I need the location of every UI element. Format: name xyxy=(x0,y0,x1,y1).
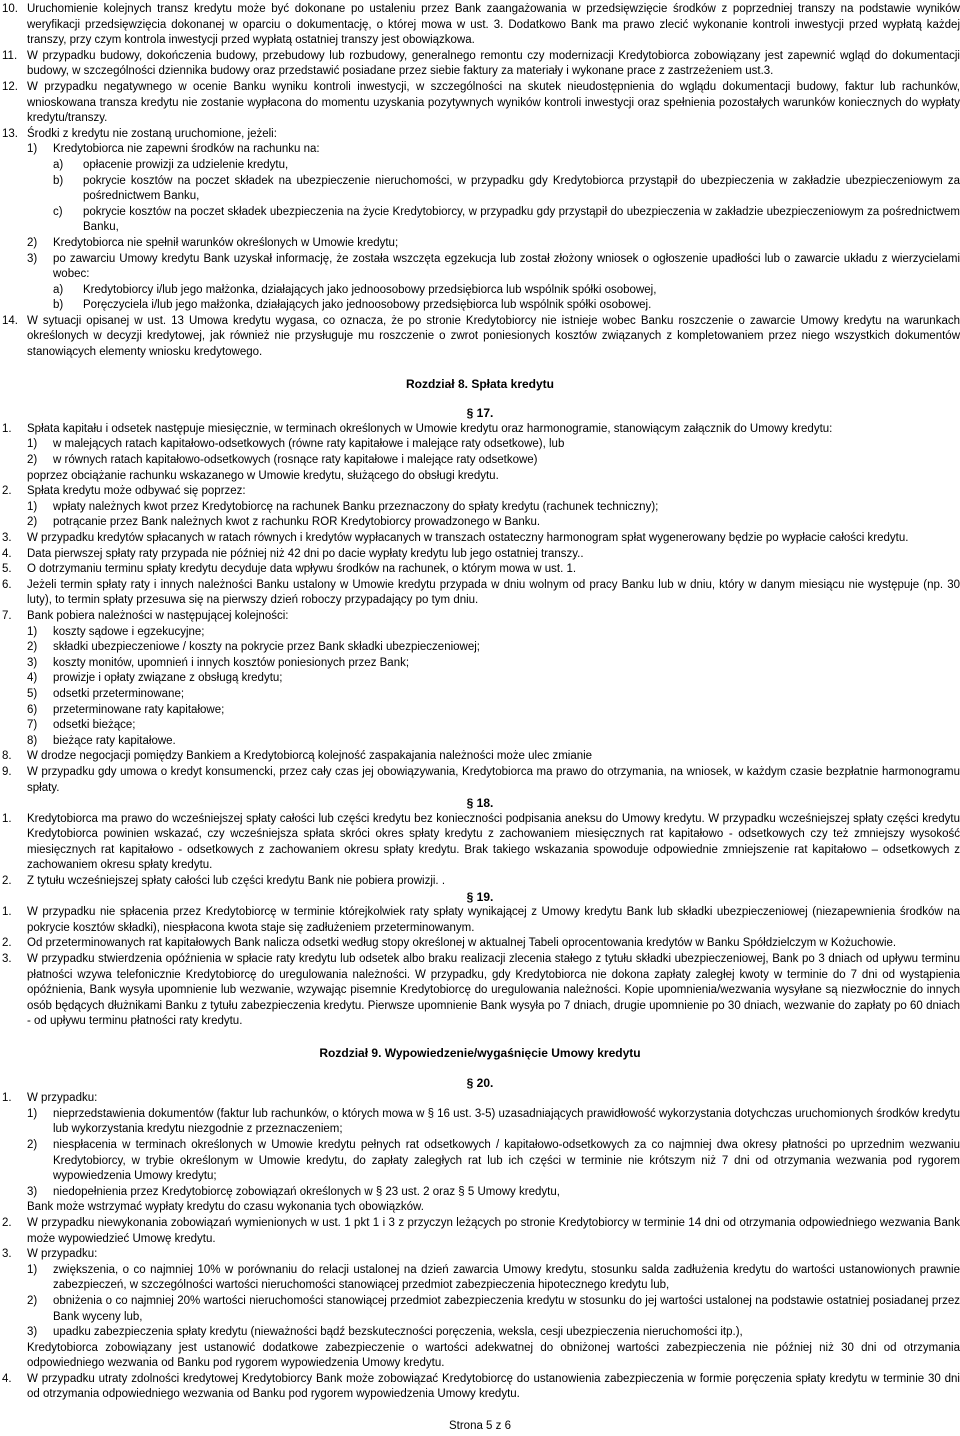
paragraph-18-heading: § 18. xyxy=(466,796,494,811)
list-item: 8. W drodze negocjacji pomiędzy Bankiem a Kredytobiorcą kolejność zaspakajania należności może ulec zmianie xyxy=(2,750,593,763)
sub-item: 1) Kredytobiorca nie zapewni środków na rachunku na: xyxy=(27,143,320,156)
sub-sub-item: c) pokrycie kosztów na poczet składek ubezpieczenia na życie Kredytobiorcy, w przypadku gdy przystąpił do ubezpieczenia w zakładzie ubezpieczeniowym za pośrednictwem Banku, xyxy=(53,205,960,234)
list-item: 3. W przypadku: xyxy=(2,1248,98,1261)
list-item: 6. Jeżeli termin spłaty raty i innych należności Banku ustalony w Umowie kredytu przypada w dniu wolnym od pracy Banku lub w dniu, który w danym miesiącu nie występuje (np. 30 luty), to termin spłaty przesuwa się na pierwszy dzień roboczy przypadający po tym dniu. xyxy=(2,578,960,607)
list-item: 9. W przypadku gdy umowa o kredyt konsumencki, przez cały czas jej obowiązywania, Kredytobiorca ma prawo do otrzymania, na wniosek, w każdym czasie bezpłatnie harmonogramu spłaty. xyxy=(2,765,960,794)
sub-sub-item: b) pokrycie kosztów na poczet składek na ubezpieczenie nieruchomości, w przypadku gdy Kredytobiorca przystąpił do ubezpieczenia w zakładzie ubezpieczeniowym za pośrednictwem Banku, xyxy=(53,174,960,203)
sub-sub-item: a) opłacenie prowizji za udzielenie kredytu, xyxy=(53,158,289,171)
chapter-8-title: Rozdział 8. Spłata kredytu xyxy=(405,376,555,391)
sub-item: 2) obniżenia o co najmniej 20% wartości nieruchomości stanowiącej przedmiot zabezpieczenia kredytu w stosunku do jej wartości ustalonej na podstawie ostatniej posiadanej przez Bank wyceny lub, xyxy=(27,1294,960,1323)
paragraph-20-heading: § 20. xyxy=(466,1075,494,1090)
list-item: 14. W sytuacji opisanej w ust. 13 Umowa kredytu wygasa, co oznacza, że po stronie Kredytobiorcy nie istnieje wobec Banku roszczenie o zawarcie Umowy kredytu na warunkach określonych w decyzji kredytowej, jak również nie przysługuje mu roszczenie o zwrot poniesionych kosztów związanych z kompletowaniem przez niego wszystkich dokumentów stanowiących elementy wniosku kredytowego. xyxy=(2,314,960,359)
section-sign-icon: § xyxy=(466,796,477,811)
sub-item: 2) składki ubezpieczeniowe / koszty na pokrycie przez Bank składki ubezpieczeniowej; xyxy=(27,641,480,654)
sub-item: 2) w równych ratach kapitałowo-odsetkowych (rosnące raty kapitałowe i malejące raty odsetkowe) xyxy=(27,454,538,467)
list-item: 4. W przypadku utraty zdolności kredytowej Kredytobiorcy Bank może zobowiązać Kredytobiorcę do ustanowienia zabezpieczenia w formie poręczenia spłaty kredytu w terminie 30 dni od otrzymania odpowiedniego wezwania od Banku pod rygorem wypowiedzenia Umowy kredytu. xyxy=(2,1372,960,1401)
paragraph-17-heading: § 17. xyxy=(466,406,494,421)
list-item: 10. Uruchomienie kolejnych transz kredytu może być dokonane po ustaleniu przez Bank zaangażowania w przedsięwzięcie środków z poprzedniej transzy na podstawie wyników weryfikacji przedsięwzięcia dokonanej w oparciu o dokumentację, o której mowa w ust. 3. Dodatkowo Bank ma prawo zlecić wykonanie kontroli inwestycji przed wypłatą każdej transzy, przy czym kontrola inwestycji przed wypłatą ostatniej transzy jest obowiązkowa. xyxy=(2,3,960,47)
section-sign-icon: § xyxy=(466,1075,477,1090)
sub-item: 3) niedopełnienia przez Kredytobiorcę zobowiązań określonych w § 23 ust. 2 oraz § 5 Umowy kredytu, xyxy=(27,1185,560,1198)
list-item: 5. O dotrzymaniu terminu spłaty kredytu decyduje data wpływu środków na rachunek, o którym mowa w ust. 1. xyxy=(2,563,577,576)
list-item: 1. W przypadku: xyxy=(2,1092,98,1105)
list-item: 1. Spłata kapitału i odsetek następuje miesięcznie, w terminach określonych w Umowie kredytu oraz harmonogramie, stanowiącym załącznik do Umowy kredytu: xyxy=(2,422,833,435)
chapter-9-title: Rozdział 9. Wypowiedzenie/wygaśnięcie Umowy kredytu xyxy=(319,1046,641,1060)
sub-item: 1) koszty sądowe i egzekucyjne; xyxy=(27,625,205,638)
list-item: 4. Data pierwszej spłaty raty przypada nie później niż 42 dni po dacie wypłaty kredytu lub jego ostatniej transzy.. xyxy=(2,547,584,560)
list-item: 1. Kredytobiorca ma prawo do wcześniejszej spłaty całości lub części kredytu bez konieczności podpisania aneksu do Umowy kredytu. W przypadku wcześniejszej spłaty części kredytu Kredytobiorca powinien wskazać, czy wcześniejsza spłata skróci okres spłaty kredytu z zachowaniem miesięcznych rat kapitałowo - odsetkowych czy też zmniejszy wysokość miesięcznych rat kapitałowo - odsetkowych z zachowaniem okresu spłaty kredytu. Brak takiego wskazania spowoduje odpowiednie zmniejszenie rat kapitałowo – odsetkowych z zachowaniem okresu spłaty kredytu. xyxy=(2,812,960,872)
sub-item: 3) po zawarciu Umowy kredytu Bank uzyskał informację, że została wszczęta egzekucja lub został złożony wniosek o ogłoszenie upadłości lub o zawarcie układu z wierzycielami wobec: xyxy=(27,252,960,281)
sub-item: 2) Kredytobiorca nie spełnił warunków określonych w Umowie kredytu; xyxy=(27,236,399,249)
sub-item: 2) niespłacenia w terminach określonych w Umowie kredytu pełnych rat odsetkowych / kapitałowo-odsetkowych za co najmniej dwa okresy płatności po uprzednim wezwaniu Kredytobiorcy, w trybie określonym w Umowie kredytu, do zapłaty zaległych rat lub ich części w terminie nie krótszym niż 7 dni od otrzymania wezwania pod rygorem wypowiedzenia Umowy kredytu; xyxy=(27,1138,960,1183)
document-page xyxy=(0,2,960,1403)
page-number: Strona 5 z 6 xyxy=(448,1420,511,1432)
list-item: 2. Z tytułu wcześniejszej spłaty całości lub części kredytu Bank nie pobiera prowizji. . xyxy=(2,875,446,888)
sub-sub-item: b) Poręczyciela i/lub jego małżonka, działających jako jednoosobowy przedsiębiorca lub wspólnik spółki osobowej. xyxy=(53,299,652,312)
list-item-tail: Bank może wstrzymać wypłaty kredytu do czasu wykonania tych obowiązków. xyxy=(27,1201,424,1214)
list-item: 2. Spłata kredytu może odbywać się poprzez: xyxy=(2,485,246,498)
chapter-7-tail xyxy=(0,2,960,361)
list-item-tail: Kredytobiorca zobowiązany jest ustanowić dodatkowe zabezpieczenie o wartości adekwatnej do obniżonej wartości zabezpieczenia nie później niż 30 dni od otrzymania odpowiedniego wezwania od Banku pod rygorem wypowiedzenia Umowy kredytu. xyxy=(27,1341,960,1370)
list-item-tail: poprzez obciążanie rachunku wskazanego w Umowie kredytu, służącego do obsługi kredytu. xyxy=(27,469,499,482)
sub-sub-item: a) Kredytobiorcy i/lub jego małżonka, działających jako jednoosobowy przedsiębiorca lub wspólnik spółki osobowej, xyxy=(53,283,657,296)
list-item: 11. W przypadku budowy, dokończenia budowy, przebudowy lub rozbudowy, generalnego remontu czy modernizacji Kredytobiorca zobowiązany jest zapewnić wgląd do dokumentacji budowy, w szczególności dziennika budowy oraz przedstawić posiadane przez siebie faktury za materiały i wykonane prace z zastrzeżeniem ust.3. xyxy=(2,49,960,78)
sub-item: 1) wpłaty należnych kwot przez Kredytobiorcę na rachunek Banku przeznaczony do spłaty kredytu (rachunek techniczny); xyxy=(27,500,659,513)
sub-item: 1) nieprzedstawienia dokumentów (faktur lub rachunków, o których mowa w § 16 ust. 3-5) uzasadniających prawidłowość wykorzystania dotychczas uruchomionych środków kredytu lub wykorzystania kredytu niezgodnie z przeznaczeniem; xyxy=(27,1107,960,1136)
list-item: 2. Od przeterminowanych rat kapitałowych Bank nalicza odsetki według stopy określonej w aktualnej Tabeli oprocentowania kredytów w Banku Spółdzielczym w Kożuchowie. xyxy=(2,937,897,950)
sub-item: 3) upadku zabezpieczenia spłaty kredytu (nieważności bądź bezskuteczności poręczenia, weksla, cesji ubezpieczenia nieruchomości itp.), xyxy=(27,1326,743,1339)
sub-item: 5) odsetki przeterminowane; xyxy=(27,687,185,700)
list-item: 7. Bank pobiera należności w następującej kolejności: xyxy=(2,609,289,622)
sub-item: 3) koszty monitów, upomnień i innych kosztów poniesionych przez Bank; xyxy=(27,656,410,669)
list-item: 3. W przypadku stwierdzenia opóźnienia w spłacie raty kredytu lub odsetek albo braku realizacji zlecenia stałego z tytułu składki ubezpieczeniowej, Bank po 3 dniach od upływu terminu płatności wzywa telefonicznie Kredytobiorcę do uregulowania należności. W przypadku, gdy Kredytobiorca nie dokona zapłaty zaległej kwoty w terminie do 7 dni od wystąpienia opóźnienia, Bank wysyła upomnienie lub wezwanie, wzywając pisemnie Kredytobiorcę do uregulowania należności. Kopie upomnienia/wezwania wysyłane są niezwłocznie do innych osób będących dłużnikami Banku z tytułu zabezpieczenia kredytu. Pierwsze upomnienie Bank wysyła po 7 dniach, drugie upomnienie po 30 dniach, wezwanie do zapłaty po 60 dniach - od upływu terminu płatności raty kredytu. xyxy=(2,953,960,1028)
section-sign-icon: § xyxy=(466,889,477,904)
sub-item: 2) potrącanie przez Bank należnych kwot z rachunku ROR Kredytobiorcy prowadzonego w Banku. xyxy=(27,516,541,529)
sub-item: 7) odsetki bieżące; xyxy=(27,719,136,732)
sub-item: 1) w malejących ratach kapitałowo-odsetkowych (równe raty kapitałowe i malejące raty odsetkowe), lub xyxy=(27,438,565,451)
list-item: 3. W przypadku kredytów spłacanych w ratach równych i kredytów wypłacanych w transzach ostateczny harmonogram spłat wygenerowany będzie po wypłacie całości kredytu. xyxy=(2,532,909,544)
paragraph-19-heading: § 19. xyxy=(466,889,494,904)
sub-item: 1) zwiększenia, o co najmniej 10% w porównaniu do relacji ustalonej na dzień zawarcia Umowy kredytu, stosunku salda zadłużenia kredytu do wartości ustanowionych prawnie zabezpieczeń, w szczególności wartości nieruchomości stanowiącej przedmiot zabezpieczenia hipotecznego kredytu lub, xyxy=(27,1263,960,1292)
section-sign-icon: § xyxy=(466,406,477,421)
list-item: 2. W przypadku niewykonania zobowiązań wymienionych w ust. 1 pkt 1 i 3 z przyczyn leżących po stronie Kredytobiorcy w terminie 14 dni od otrzymania odpowiedniego wezwania Bank może wypowiedzieć Umowę kredytu. xyxy=(2,1216,960,1245)
list-item: 1. W przypadku nie spłacenia przez Kredytobiorcę w terminie którejkolwiek raty spłaty wynikającej z Umowy kredytu Bank lub składki ubezpieczeniowej (niezapewnienia środków na pokrycie kosztów składki), niespłacona kwota staje się zadłużeniem przeterminowanym. xyxy=(2,906,960,934)
sub-item: 6) przeterminowane raty kapitałowe; xyxy=(27,703,225,716)
list-item: 13. Środki z kredytu nie zostaną uruchomione, jeżeli: xyxy=(2,127,277,140)
list-item: 12. W przypadku negatywnego w ocenie Banku wyniku kontroli inwestycji, w szczególności na skutek nieudostępnienia do wglądu dokumentacji budowy, faktur lub rachunków, wnioskowana transza kredytu nie zostanie wypłacona do momentu uzyskania pozytywnych wyników kontroli inwestycji oraz spełnienia pozostałych warunków koniecznych do wypłaty kredytu/transzy. xyxy=(2,80,960,125)
sub-item: 8) bieżące raty kapitałowe. xyxy=(27,734,176,747)
sub-item: 4) prowizje i opłaty związane z obsługą kredytu; xyxy=(27,672,283,685)
